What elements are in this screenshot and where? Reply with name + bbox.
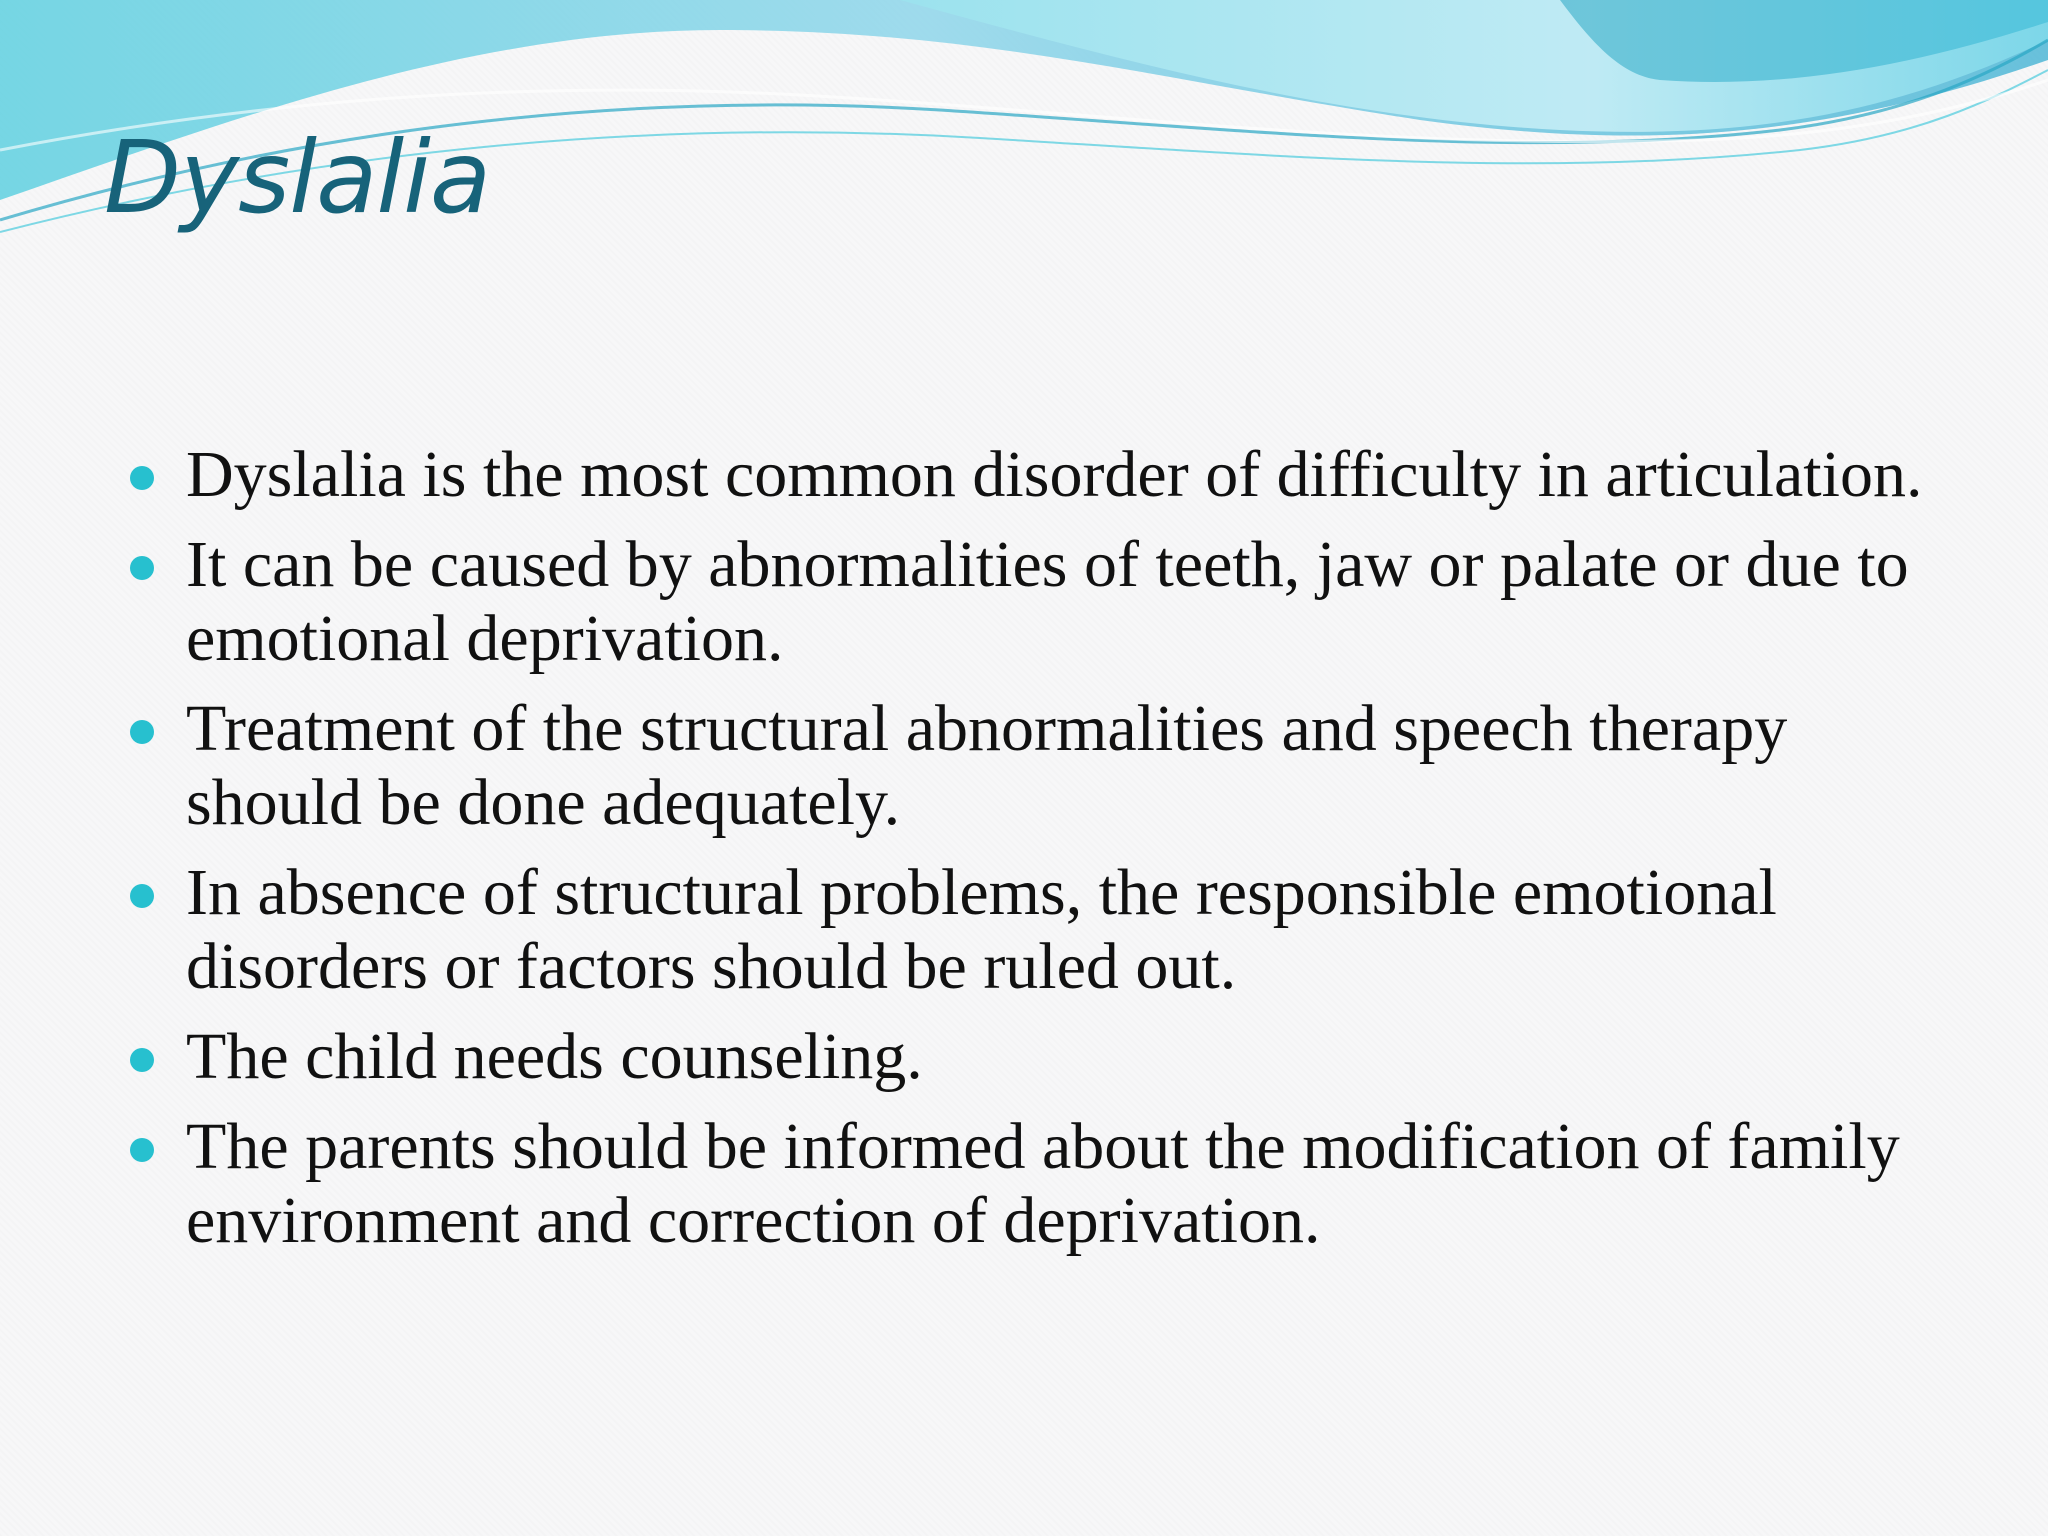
bullet-dot-icon — [130, 466, 154, 490]
bullet-item — [130, 692, 1930, 840]
bullet-item — [130, 438, 1930, 512]
bullet-dot-icon — [130, 720, 154, 744]
bullet-dot-icon — [130, 884, 154, 908]
bullet-text: The parents should be informed about the modification of family environment and correction of deprivation. — [186, 1110, 1900, 1257]
bullet-list — [130, 438, 1930, 1274]
bullet-text: Dyslalia is the most common disorder of difficulty in articulation. — [186, 438, 1923, 511]
bullet-item — [130, 1020, 1930, 1094]
bullet-dot-icon — [130, 556, 154, 580]
bullet-text: The child needs counseling. — [186, 1020, 923, 1093]
bullet-dot-icon — [130, 1048, 154, 1072]
bullet-item — [130, 1110, 1930, 1258]
bullet-text: In absence of structural problems, the responsible emotional disorders or factors should be ruled out. — [186, 856, 1777, 1003]
bullet-item — [130, 528, 1930, 676]
bullet-dot-icon — [130, 1138, 154, 1162]
slide-title: Dyslalia — [104, 119, 491, 236]
bullet-text: Treatment of the structural abnormalities and speech therapy should be done adequately. — [186, 692, 1788, 839]
bullet-text: It can be caused by abnormalities of teeth, jaw or palate or due to emotional deprivation. — [186, 528, 1909, 675]
bullet-item — [130, 856, 1930, 1004]
